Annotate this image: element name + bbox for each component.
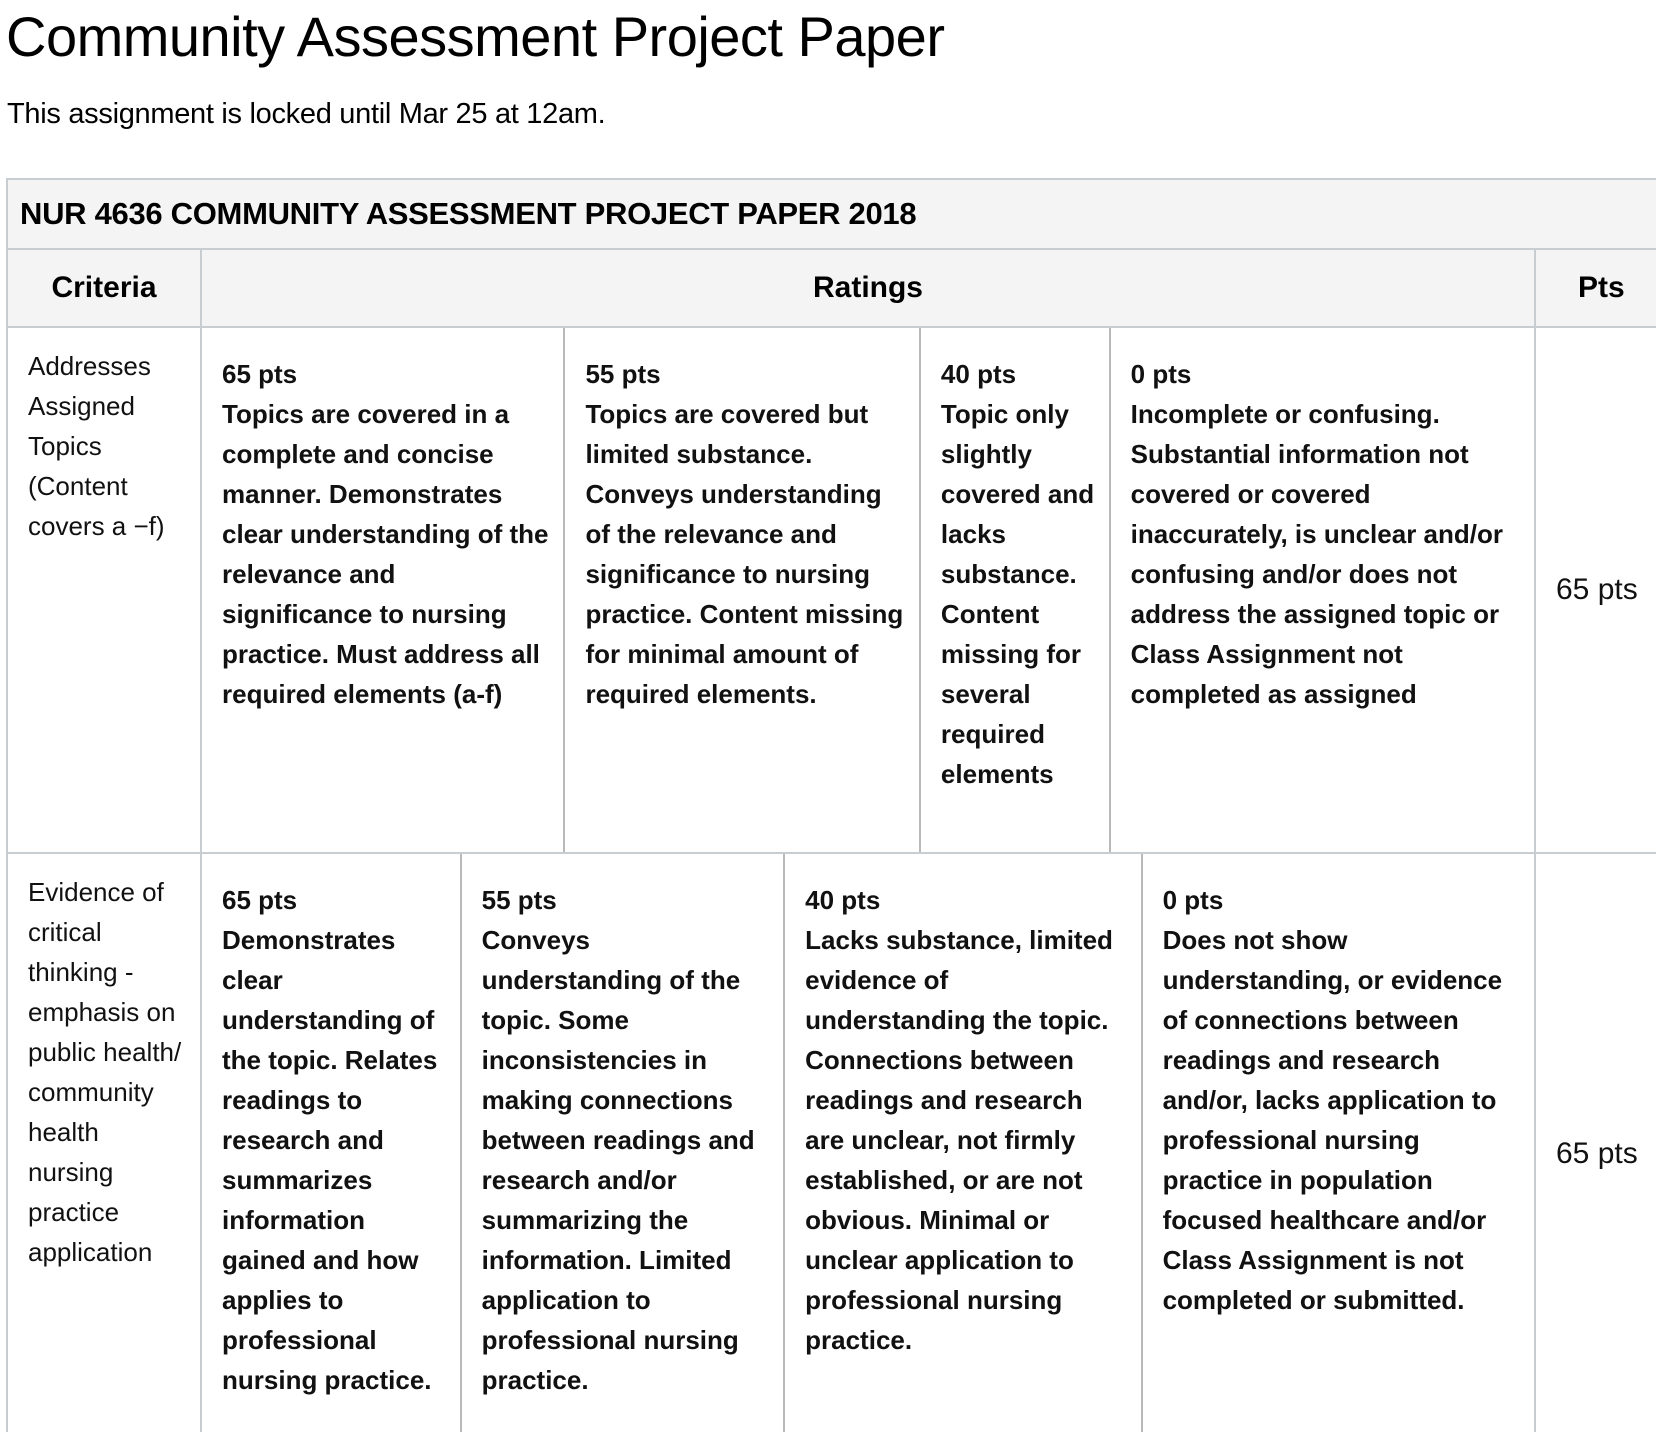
rating-points: 65 pts — [222, 885, 298, 915]
lock-notice: This assignment is locked until Mar 25 at 12am. — [7, 98, 606, 130]
criterion-row — [8, 328, 1656, 854]
header-criteria: Criteria — [8, 250, 202, 326]
rating-cell — [1111, 328, 1534, 852]
rating-description: Lacks substance, limited evidence of understanding the topic. Connections between readings and research are unclear, not firmly established, or are not obvious. Minimal or unclear application to professional nursing practice. — [805, 925, 1113, 1355]
rating-description: Topic only slightly covered and lacks substance. Content missing for several required elements — [940, 399, 1095, 789]
page-title: Community Assessment Project Paper — [6, 5, 945, 68]
rating-points: 0 pts — [1130, 359, 1192, 389]
rating-description: Conveys understanding of the topic. Some inconsistencies in making connections between readings and research and/or summarizing the information. Limited application to professional nursing practice. — [481, 925, 755, 1395]
rating-description: Incomplete or confusing. Substantial information not covered or covered inaccurately, is unclear and/or confusing and/or does not address the assigned topic or Class Assignment not completed as assigned — [1130, 399, 1503, 709]
rating-description: Demonstrates clear understanding of the topic. Relates readings to research and summarizes information gained and how applies to professional nursing practice. — [222, 925, 438, 1395]
rating-points: 0 pts — [1162, 885, 1224, 915]
ratings-group — [202, 854, 1536, 1432]
rating-cell — [1143, 854, 1534, 1432]
rating-cell — [785, 854, 1142, 1432]
ratings-group — [202, 328, 1536, 852]
rating-description: Does not show understanding, or evidence of connections between readings and research and/or, lacks application to professional nursing practice in population focused healthcare and/or Class Assignment is not completed or submitted. — [1162, 925, 1503, 1315]
rubric-table — [6, 178, 1656, 1432]
rating-points: 55 pts — [585, 359, 661, 389]
criterion-row — [8, 854, 1656, 1432]
rating-points: 40 pts — [805, 885, 881, 915]
rating-points: 65 pts — [222, 359, 298, 389]
rating-cell — [202, 328, 565, 852]
rating-description: Topics are covered but limited substance. Conveys understanding of the relevance and significance to nursing practice. Content missing for minimal amount of required elements. — [585, 399, 904, 709]
criterion-description: Addresses Assigned Topics (Content covers a −f) — [8, 328, 202, 852]
rating-description: Topics are covered in a complete and concise manner. Demonstrates clear understanding of the relevance and significance to nursing practice. Must address all required elements (a-f) — [222, 399, 549, 709]
rating-cell — [921, 328, 1111, 852]
criterion-points: 65 pts — [1556, 573, 1638, 606]
header-ratings: Ratings — [202, 250, 1536, 326]
rating-cell — [462, 854, 786, 1432]
header-pts: Pts — [1578, 271, 1625, 304]
criterion-points: 65 pts — [1556, 1137, 1638, 1170]
rating-cell — [202, 854, 462, 1432]
criterion-description: Evidence of critical thinking - emphasis on public health/ community health nursing practice application — [8, 854, 202, 1432]
rubric-title: NUR 4636 COMMUNITY ASSESSMENT PROJECT PAPER 2018 — [8, 180, 1656, 250]
rating-points: 55 pts — [481, 885, 557, 915]
rubric-header-row — [8, 250, 1656, 328]
rating-cell — [565, 328, 920, 852]
rating-points: 40 pts — [940, 359, 1017, 389]
